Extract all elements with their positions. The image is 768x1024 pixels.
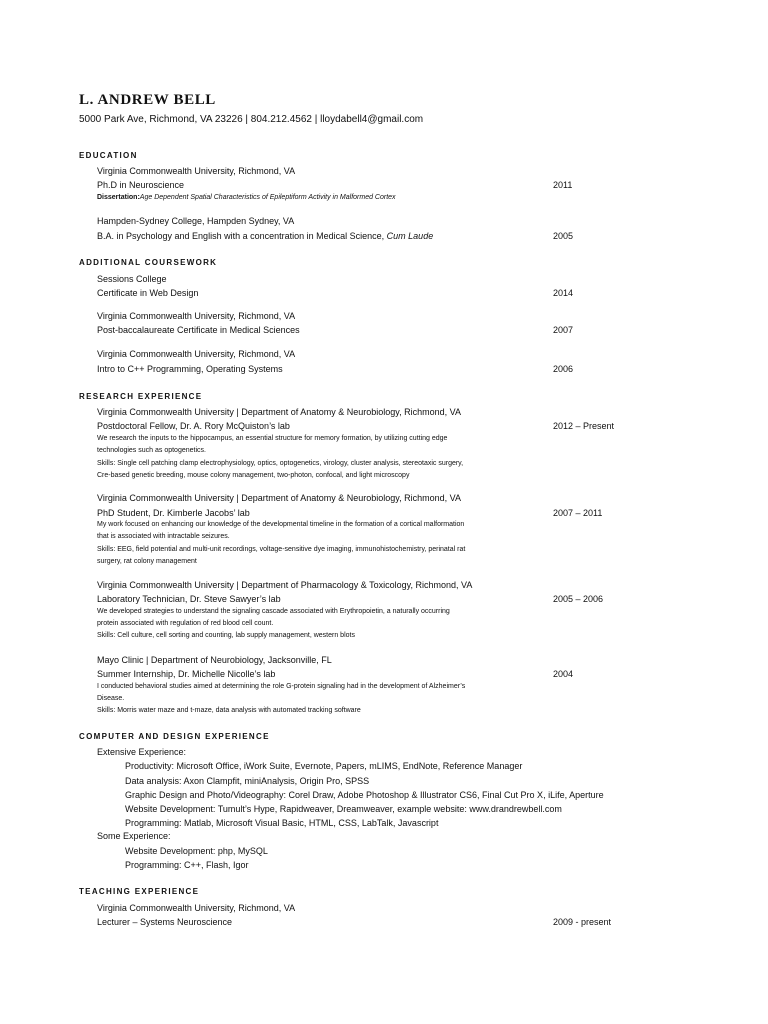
skill-line: Programming: Matlab, Microsoft Visual Basic, HTML, CSS, LabTalk, Javascript (125, 818, 439, 828)
org-name: Virginia Commonwealth University, Richmond, VA (97, 903, 296, 913)
description: that is associated with intractable seizures. (97, 533, 230, 540)
section-heading-coursework: ADDITIONAL COURSEWORK (79, 258, 218, 267)
course-name: Intro to C++ Programming, Operating Systems (97, 364, 283, 374)
dissertation-label: Dissertation: (97, 194, 140, 201)
org-name: Virginia Commonwealth University | Department of Anatomy & Neurobiology, Richmond, VA (97, 493, 461, 503)
section-heading-education: EDUCATION (79, 151, 138, 160)
skills: Cre-based genetic breeding, mouse colony management, two-photon, confocal, and light microscopy (97, 472, 410, 479)
experience-label: Some Experience: (97, 831, 171, 841)
description: I conducted behavioral studies aimed at determining the role G-protein signaling had in the development of Alzheimer’s (97, 683, 466, 690)
date: 2012 – Present (553, 421, 615, 431)
org-name: Mayo Clinic | Department of Neurobiology, Jacksonville, FL (97, 655, 332, 665)
skills: Skills: Morris water maze and t-maze, data analysis with automated tracking software (97, 707, 361, 714)
role: Postdoctoral Fellow, Dr. A. Rory McQuiston’s lab (97, 421, 290, 431)
dissertation (97, 194, 396, 201)
skill-line: Productivity: Microsoft Office, iWork Suite, Evernote, Papers, mLIMS, EndNote, Reference Manager (125, 761, 523, 771)
description: protein associated with regulation of red blood cell count. (97, 620, 274, 627)
skills: Skills: Cell culture, cell sorting and counting, lab supply management, western blots (97, 632, 355, 639)
description: We research the inputs to the hippocampus, an essential structure for memory formation, by utilizing cutting edge (97, 435, 448, 442)
date: 2009 - present (553, 917, 612, 927)
date: 2005 – 2006 (553, 594, 604, 604)
school-name: Hampden-Sydney College, Hampden Sydney, VA (97, 216, 295, 226)
role: Summer Internship, Dr. Michelle Nicolle’s lab (97, 669, 276, 679)
dissertation-title: Age Dependent Spatial Characteristics of Epileptiform Activity in Malformed Cortex (139, 194, 396, 201)
role: Laboratory Technician, Dr. Steve Sawyer’s lab (97, 594, 281, 604)
school-name: Virginia Commonwealth University, Richmond, VA (97, 349, 296, 359)
description: We developed strategies to understand the signaling cascade associated with Erythropoietin, a naturally occurring (97, 608, 450, 615)
school-name: Sessions College (97, 274, 167, 284)
date: 2006 (553, 364, 574, 374)
description: technologies such as optogenetics. (97, 447, 206, 454)
section-heading-teaching: TEACHING EXPERIENCE (79, 887, 200, 896)
role: Lecturer – Systems Neuroscience (97, 917, 233, 927)
skills: Skills: EEG, field potential and multi-unit recordings, voltage-sensitive dye imaging, immunohistochemistry, perinatal rat (97, 546, 466, 553)
date: 2005 (553, 231, 574, 241)
resume-name: L. ANDREW BELL (79, 92, 216, 108)
skill-line: Data analysis: Axon Clampfit, miniAnalysis, Origin Pro, SPSS (125, 776, 370, 786)
section-heading-research: RESEARCH EXPERIENCE (79, 392, 203, 401)
degree-honor: Cum Laude (386, 231, 434, 241)
skill-line: Website Development: php, MySQL (125, 846, 268, 856)
description: Disease. (97, 695, 125, 702)
date: 2004 (553, 669, 574, 679)
description: My work focused on enhancing our knowledge of the developmental timeline in the formation of a cortical malformation (97, 521, 465, 528)
role: PhD Student, Dr. Kimberle Jacobs’ lab (97, 508, 250, 518)
skills: Skills: Single cell patching clamp electrophysiology, optics, optogenetics, virology, cluster analysis, stereotaxic surgery, (97, 460, 464, 467)
date: 2011 (553, 180, 573, 190)
contact-line: 5000 Park Ave, Richmond, VA 23226 | 804.212.4562 | lloydabell4@gmail.com (79, 114, 424, 125)
org-name: Virginia Commonwealth University | Department of Anatomy & Neurobiology, Richmond, VA (97, 407, 461, 417)
skill-line: Website Development: Tumult’s Hype, Rapidweaver, Dreamweaver, example website: www.drandrewbell.com (125, 804, 562, 814)
org-name: Virginia Commonwealth University | Department of Pharmacology & Toxicology, Richmond, VA (97, 580, 473, 590)
date: 2007 (553, 325, 574, 335)
degree-text: B.A. in Psychology and English with a concentration in Medical Science, (97, 231, 385, 241)
skills: surgery, rat colony management (97, 558, 197, 565)
skill-line: Graphic Design and Photo/Videography: Corel Draw, Adobe Photoshop & Illustrator CS6, Final Cut Pro X, iLife, Aperture (125, 790, 604, 800)
course-name: Certificate in Web Design (97, 288, 199, 298)
date: 2014 (553, 288, 574, 298)
degree: Ph.D in Neuroscience (97, 180, 185, 190)
skill-line: Programming: C++, Flash, Igor (125, 860, 249, 870)
date: 2007 – 2011 (553, 508, 603, 518)
course-name: Post-baccalaureate Certificate in Medical Sciences (97, 325, 300, 335)
experience-label: Extensive Experience: (97, 747, 187, 757)
school-name: Virginia Commonwealth University, Richmond, VA (97, 166, 296, 176)
degree (97, 231, 433, 241)
school-name: Virginia Commonwealth University, Richmond, VA (97, 311, 296, 321)
section-heading-computer: COMPUTER AND DESIGN EXPERIENCE (79, 732, 270, 741)
